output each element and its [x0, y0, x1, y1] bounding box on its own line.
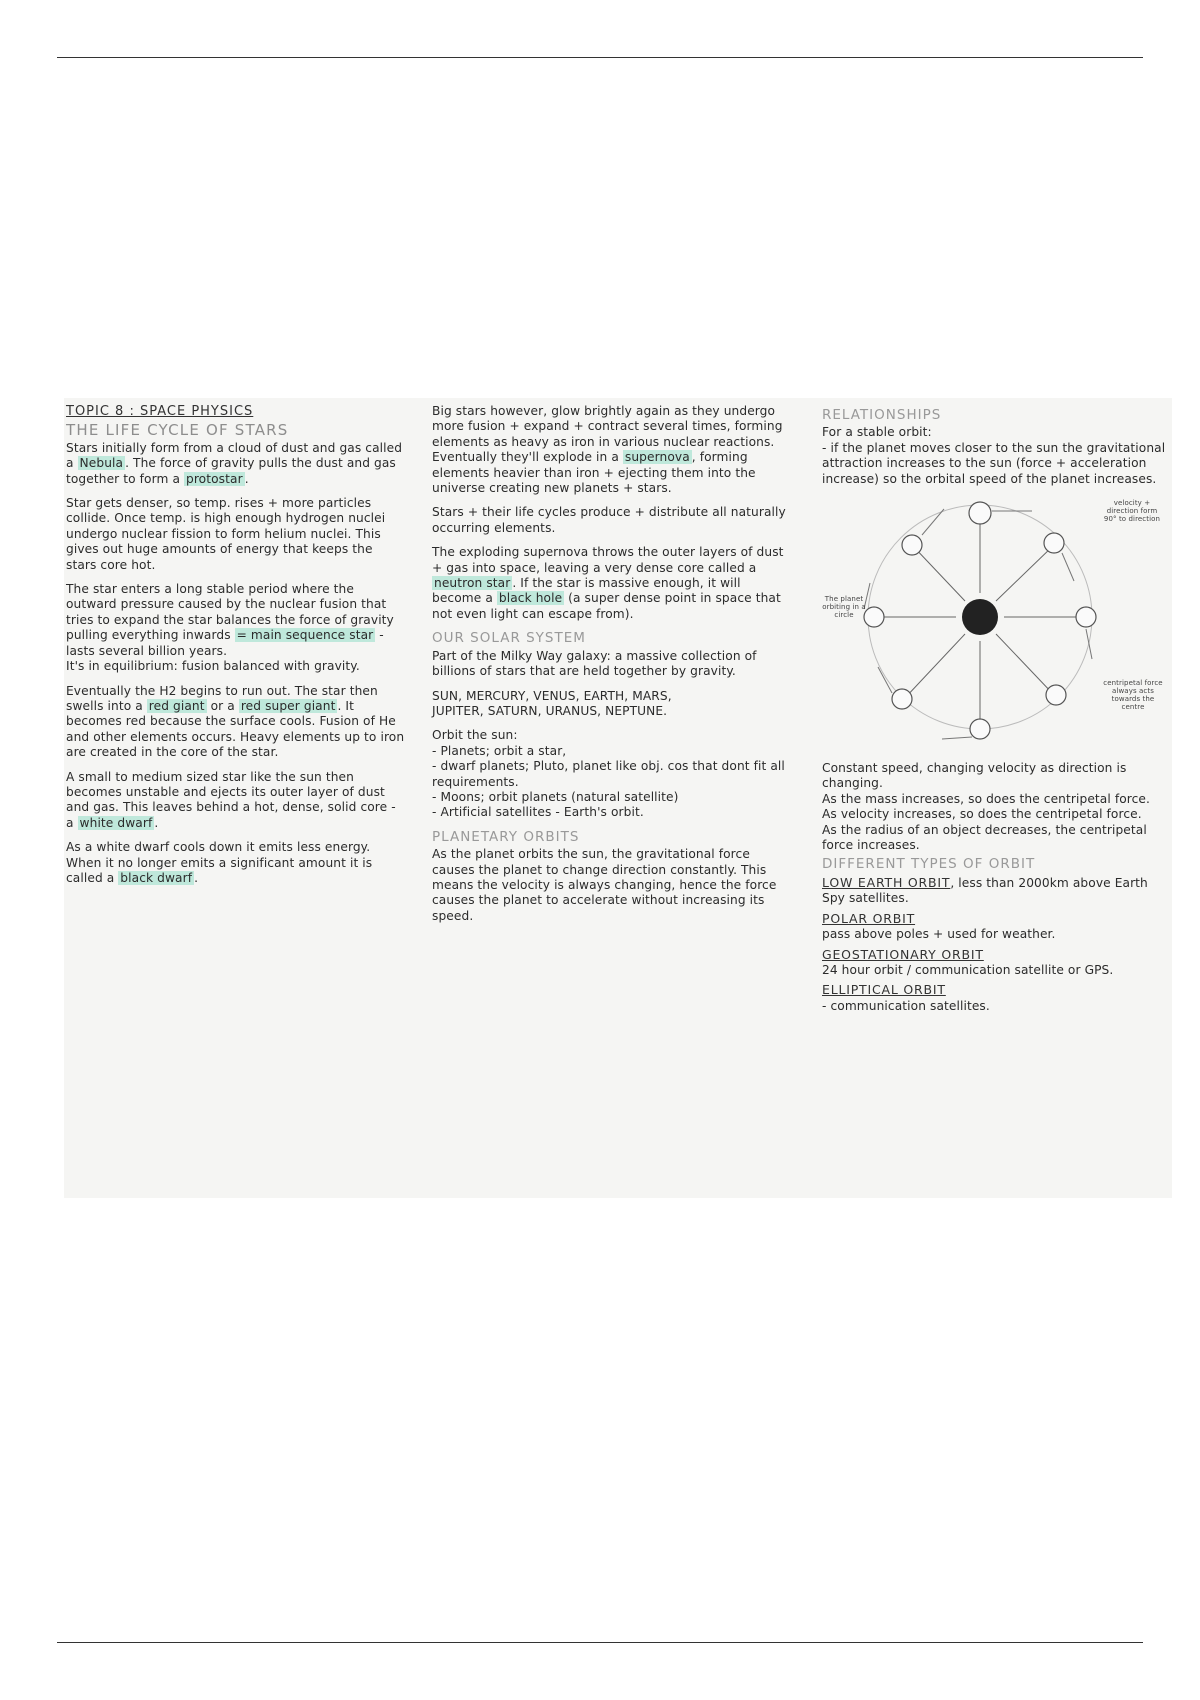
highlight-supernova: supernova	[624, 450, 690, 465]
list-item: - Artificial satellites - Earth's orbit.	[432, 805, 644, 820]
sun-icon	[962, 599, 998, 635]
list-item: - dwarf planets; Pluto, planet like obj. cos that dont fit all requirements.	[432, 759, 785, 789]
orbit-types-heading: DIFFERENT TYPES OF ORBIT	[822, 856, 1036, 873]
orbit-diagram-drawing	[822, 489, 1168, 759]
paragraph-planetary-orbits: As the planet orbits the sun, the gravitational force causes the planet to change direction constantly. This means the velocity is always changing, hence the force causes the planet to accelerate without increasing its speed.	[432, 847, 777, 923]
highlight-red-super-giant: red super giant	[240, 698, 336, 713]
list-item: - Planets; orbit a star,	[432, 743, 567, 758]
list-item: - Moons; orbit planets (natural satellite)	[432, 789, 679, 804]
orbit-type-leo: LOW EARTH ORBIT, less than 2000km above Earth	[822, 874, 1148, 890]
highlight-nebula: Nebula	[79, 456, 124, 471]
header-rule	[57, 57, 1143, 58]
planetary-orbits-heading: PLANETARY ORBITS	[432, 828, 580, 845]
solar-system-heading: OUR SOLAR SYSTEM	[432, 630, 586, 647]
planet-list: SUN, MERCURY, VENUS, EARTH, MARS, JUPITER, SATURN, URANUS, NEPTUNE.	[432, 688, 672, 718]
paragraph-red-giant: Eventually the H2 begins to run out. The star then swells into a red giant or a red super giant . It becomes red because the surface cools. Fusion of He and other elements occurs. Heavy elements up to iron are created in the core of the star.	[66, 683, 405, 760]
footer-rule	[57, 1642, 1143, 1643]
highlight-protostar: protostar	[186, 471, 243, 486]
paragraph-elements: Stars + their life cycles produce + distribute all naturally occurring elements.	[432, 505, 786, 535]
paragraph-nebula: Stars initially form from a cloud of dust and gas called a Nebula . The force of gravity pulls the dust and gas together to form a protostar .	[66, 440, 403, 486]
label-centripetal-force: centripetal force always acts towards the centre	[1103, 679, 1163, 712]
relationships-heading: RELATIONSHIPS	[822, 407, 942, 423]
orbit-the-sun-list: Orbit the sun: - Planets; orbit a star, - dwarf planets; Pluto, planet like obj. cos that dont fit all requirements. - Moons; orbit planets (natural satellite) - Artificial satellites - Earth's orbit.	[432, 728, 792, 820]
label-planet: The planet orbiting in a circle	[822, 595, 866, 620]
label-velocity: velocity + direction form 90° to direction	[1103, 499, 1161, 524]
highlight-red-giant: red giant	[148, 698, 205, 713]
orbit-diagram	[822, 489, 1168, 759]
highlight-main-sequence-star: = main sequence star	[236, 628, 374, 643]
paragraph-neutron-star: The exploding supernova throws the outer layers of dust + gas into space, leaving a very dense core called a neutron star . If the star is massive enough, it will become a black hole (a super dense point in space that not even light can escape from).	[432, 545, 784, 621]
column-life-cycle	[66, 404, 406, 895]
orbit-type-geostationary: GEOSTATIONARY ORBIT	[822, 946, 984, 962]
paragraph-white-dwarf: A small to medium sized star like the sun then becomes unstable and ejects its outer layer of dust and gas. This leaves behind a hot, dense, solid core - a white dwarf .	[66, 769, 396, 830]
orbit-type-elliptical: ELLIPTICAL ORBIT	[822, 982, 946, 998]
highlight-neutron-star: neutron star	[434, 576, 511, 591]
life-cycle-heading: THE LIFE CYCLE OF STARS	[66, 421, 289, 440]
paragraph-milky-way: Part of the Milky Way galaxy: a massive collection of billions of stars that are held together by gravity.	[432, 648, 757, 679]
paragraph-main-sequence: The star enters a long stable period where the outward pressure caused by the nuclear fusion that tries to expand the star balances the force of gravity pulling everything inwards = main sequence star - lasts several billion years. It's in equilibrium: fusion balanced with gravity.	[66, 582, 394, 674]
orbit-type-polar: POLAR ORBIT	[822, 910, 916, 926]
paragraph-fusion: Star gets denser, so temp. rises + more particles collide. Once temp. is high enough hydrogen nuclei undergo nuclear fission to form helium nuclei. This gives out huge amounts of energy that keeps the stars core hot.	[66, 496, 386, 572]
column-solar-system	[432, 404, 792, 933]
paragraph-black-dwarf: As a white dwarf cools down it emits less energy. When it no longer emits a significant amount it is called a black dwarf .	[66, 840, 373, 885]
topic-title: TOPIC 8 : SPACE PHYSICS	[66, 404, 254, 419]
highlight-white-dwarf: white dwarf	[79, 815, 153, 830]
paragraph-supernova: Big stars however, glow brightly again as they undergo more fusion + expand + contract several times, forming elements as heavy as iron in various nuclear reactions. Eventually they'll explode in a supernova , forming elements heavier than iron + ejecting them into the universe creating new planets + stars.	[432, 404, 783, 496]
highlight-black-dwarf: black dwarf	[120, 870, 193, 885]
revision-notes-sheet	[64, 398, 1172, 1198]
column-relationships: RELATIONSHIPS For a stable orbit: - if the planet moves closer to the sun the gravitational attraction increases to the sun (force + acceleration increase) so the orbital speed of the planet increases. velocity + direction form 90° to direction The planet orbiting in a circle centripetal force always acts towards the centre Constant speed, changing velocity as direction is changing. As the mass increases, so does the centripetal force. As velocity increases, so does the centripetal force. As the radius of an object decreases, the centripetal force increases. DIFFERENT TYPES OF ORBIT LOW EARTH ORBIT, less than 2000km above Earth Spy satellites. POLAR ORBIT pass above poles + used for weather. GEOSTATIONARY ORBIT 24 hour orbit / communication satellite or GPS. ELLIPTICAL ORBIT - communication satellites.	[822, 404, 1168, 1014]
highlight-black-hole: black hole	[498, 591, 563, 606]
